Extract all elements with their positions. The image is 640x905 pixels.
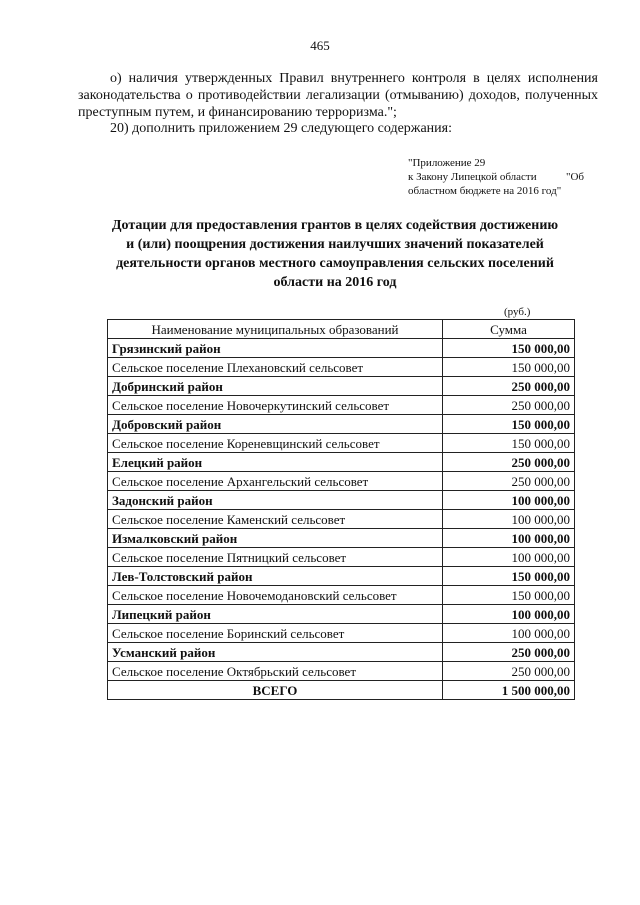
row-sum: 250 000,00 bbox=[443, 377, 575, 396]
row-sum: 150 000,00 bbox=[443, 358, 575, 377]
table-header-row bbox=[108, 320, 575, 339]
table-row bbox=[108, 643, 575, 662]
total-row bbox=[108, 681, 575, 700]
row-name: Измалковский район bbox=[108, 529, 443, 548]
paragraph-20: 20) дополнить приложением 29 следующего содержания: bbox=[110, 121, 452, 136]
table-row bbox=[108, 529, 575, 548]
row-sum: 250 000,00 bbox=[443, 643, 575, 662]
row-name: Сельское поселение Октябрьский сельсовет bbox=[108, 662, 443, 681]
annex-line-1: "Приложение 29 bbox=[408, 157, 486, 169]
row-sum: 250 000,00 bbox=[443, 396, 575, 415]
row-name: Сельское поселение Пятницкий сельсовет bbox=[108, 548, 443, 567]
currency-unit: (руб.) bbox=[504, 306, 531, 318]
table-row bbox=[108, 662, 575, 681]
table-row bbox=[108, 510, 575, 529]
row-sum: 100 000,00 bbox=[443, 624, 575, 643]
row-sum: 150 000,00 bbox=[443, 586, 575, 605]
row-name: Сельское поселение Кореневщинский сельсовет bbox=[108, 434, 443, 453]
row-name: Сельское поселение Новочеркутинский сельсовет bbox=[108, 396, 443, 415]
table-row bbox=[108, 415, 575, 434]
row-name: Добровский район bbox=[108, 415, 443, 434]
row-name: Сельское поселение Плехановский сельсовет bbox=[108, 358, 443, 377]
row-sum: 150 000,00 bbox=[443, 434, 575, 453]
table-row bbox=[108, 453, 575, 472]
row-name: Добринский район bbox=[108, 377, 443, 396]
row-sum: 100 000,00 bbox=[443, 529, 575, 548]
row-sum: 150 000,00 bbox=[443, 567, 575, 586]
table-row bbox=[108, 377, 575, 396]
row-name: Задонский район bbox=[108, 491, 443, 510]
document-title: Дотации для предоставления грантов в целях содействия достижению и (или) поощрения достижения наилучших значений показателей деятельности органов местного самоуправления сельских поселений области на 2016 год bbox=[111, 218, 559, 290]
row-name: Елецкий район bbox=[108, 453, 443, 472]
table-row bbox=[108, 491, 575, 510]
total-label: ВСЕГО bbox=[108, 681, 443, 700]
row-sum: 250 000,00 bbox=[443, 662, 575, 681]
annex-line-2-text: к Закону Липецкой области bbox=[408, 171, 537, 183]
row-name: Сельское поселение Каменский сельсовет bbox=[108, 510, 443, 529]
table-row bbox=[108, 586, 575, 605]
row-sum: 100 000,00 bbox=[443, 548, 575, 567]
grants-table bbox=[107, 319, 575, 700]
annex-reference bbox=[408, 156, 584, 198]
table-row bbox=[108, 396, 575, 415]
row-sum: 250 000,00 bbox=[443, 453, 575, 472]
row-sum: 100 000,00 bbox=[443, 510, 575, 529]
row-name: Сельское поселение Боринский сельсовет bbox=[108, 624, 443, 643]
table-row bbox=[108, 624, 575, 643]
total-sum: 1 500 000,00 bbox=[443, 681, 575, 700]
row-name: Сельское поселение Архангельский сельсовет bbox=[108, 472, 443, 491]
paragraph-o: о) наличия утвержденных Правил внутреннего контроля в целях исполнения законодательства о противодействии легализации (отмыванию) доходов, полученных преступным путем, и финансированию терроризма."; bbox=[78, 71, 598, 120]
table-row bbox=[108, 434, 575, 453]
row-sum: 100 000,00 bbox=[443, 491, 575, 510]
table-row bbox=[108, 358, 575, 377]
annex-line-2-end: "Об bbox=[565, 171, 584, 183]
annex-line-3: областном бюджете на 2016 год" bbox=[408, 185, 562, 197]
row-sum: 100 000,00 bbox=[443, 605, 575, 624]
header-name: Наименование муниципальных образований bbox=[108, 320, 443, 339]
row-sum: 250 000,00 bbox=[443, 472, 575, 491]
header-sum: Сумма bbox=[443, 320, 575, 339]
table-row bbox=[108, 472, 575, 491]
table-row bbox=[108, 548, 575, 567]
row-name: Грязинский район bbox=[108, 339, 443, 358]
page-number: 465 bbox=[310, 38, 330, 53]
row-name: Сельское поселение Новочемодановский сельсовет bbox=[108, 586, 443, 605]
annex-line-2 bbox=[408, 170, 584, 184]
row-name: Липецкий район bbox=[108, 605, 443, 624]
row-sum: 150 000,00 bbox=[443, 339, 575, 358]
row-sum: 150 000,00 bbox=[443, 415, 575, 434]
table-row bbox=[108, 605, 575, 624]
row-name: Лев-Толстовский район bbox=[108, 567, 443, 586]
table-row bbox=[108, 567, 575, 586]
row-name: Усманский район bbox=[108, 643, 443, 662]
table-row bbox=[108, 339, 575, 358]
